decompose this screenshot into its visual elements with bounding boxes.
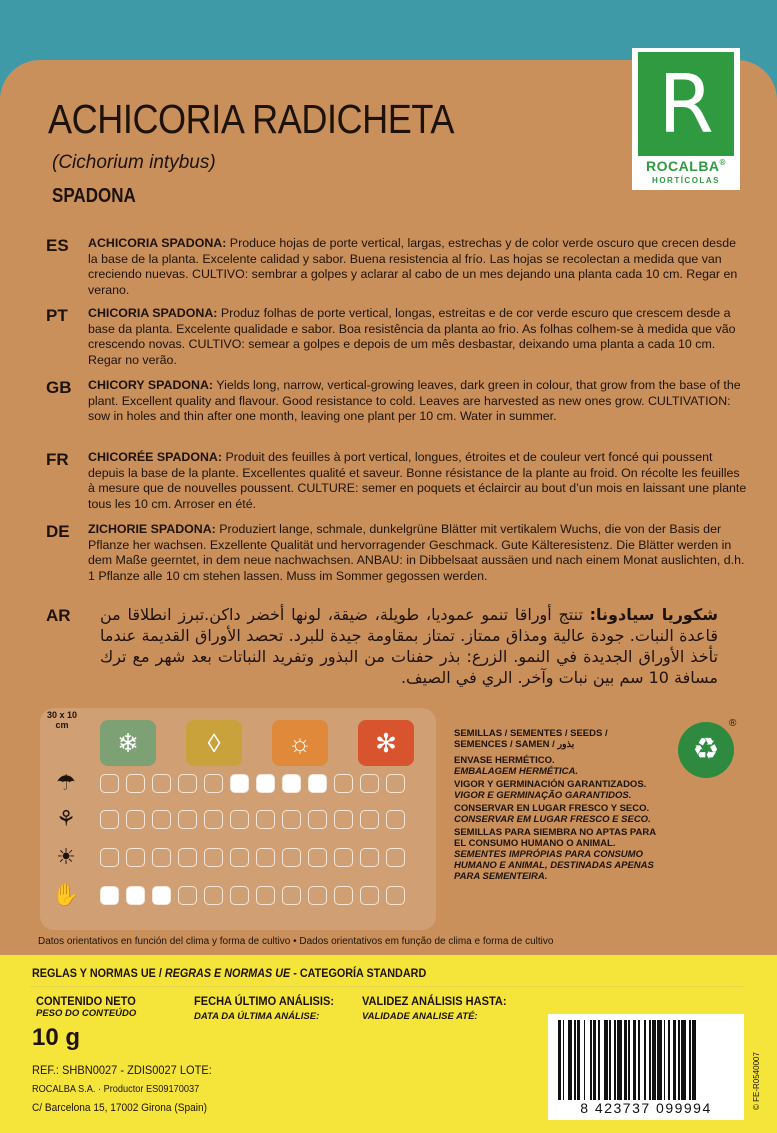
net-content-label: CONTENIDO NETO (36, 994, 136, 1008)
seeds-header (454, 729, 608, 750)
description-gb: CHICORY SPADONA: Yields long, narrow, vertical-growing leaves, dark green in colour, that grow from the base of the plant. Excellent quality and flavour. Good resistance to cold. Leaves are harvested as new ones grow. CULTIVATION: sow in holes and thin after one month, leaving one plant per 10 cm. Water in summer. (88, 378, 741, 423)
calendar-cell (204, 810, 223, 829)
barcode-bar (644, 1020, 646, 1100)
calendar-cell (334, 810, 353, 829)
seeds-item: CONSERVAR EN LUGAR FRESCO Y SECO. CONSERVAR EM LUGAR FRESCO E SECO. (454, 803, 651, 825)
plant-spacing: 30 x 10 cm (46, 710, 78, 730)
calendar-cell (360, 886, 379, 905)
reference-lot: REF.: SHBN0027 - ZDIS0027 LOTE: (32, 1063, 212, 1077)
green-dot-recycling-icon: ♻ (678, 722, 734, 778)
barcode-bar (598, 1020, 600, 1100)
seeds-item: VIGOR Y GERMINACIÓN GARANTIZADOS. VIGOR E GERMINAÇÃO GARANTIDOS. (454, 779, 647, 801)
net-content-label-pt: PESO DO CONTEÚDO (36, 1008, 137, 1019)
registered-mark: ® (729, 718, 737, 729)
seeds-item: ENVASE HERMÉTICO. EMBALAGEM HERMÉTICA. (454, 755, 579, 777)
calendar-cell (308, 848, 327, 867)
calendar-cell (126, 848, 145, 867)
calendar-cell (100, 810, 119, 829)
calendar-cell (204, 774, 223, 793)
calendar-cell (386, 886, 405, 905)
barcode-bar (574, 1020, 576, 1100)
calendar-cell (100, 848, 119, 867)
calendar-cell (282, 810, 301, 829)
calendar-cell (308, 774, 327, 793)
seeds-item: SEMILLAS PARA SIEMBRA NO APTAS PARA EL CONSUMO HUMANO O ANIMAL. SEMENTES IMPRÓPIAS PARA CONSUMO HUMANO E ANIMAL, DESTINADAS APENAS PARA SEMENTEIRA. (454, 827, 656, 882)
calendar-cell (360, 774, 379, 793)
calendar-cell (386, 848, 405, 867)
producer: ROCALBA S.A. · Productor ES09170037 (32, 1084, 200, 1095)
calendar-cell (204, 886, 223, 905)
barcode-bar (563, 1020, 565, 1100)
seeds-header-line1: SEMILLAS / SEMENTES / SEEDS / (454, 728, 608, 739)
vertical-code: © FE-R0540007 (752, 1052, 761, 1110)
calendar-cell (152, 774, 171, 793)
barcode-bar (568, 1020, 573, 1100)
calendar-cell (386, 774, 405, 793)
description-es: ACHICORIA SPADONA: Produce hojas de porte vertical, largas, estrechas y de color verde oscuro que crecen desde la base de la planta. Excelente calidad y sabor. Buena resistencia al frío. Las hojas se recolectan a medida que van creciendo nuevas. CULTIVO: sembrar a golpes y aclarar al cabo de un mes dejando una planta cada 10 cm. Regar en verano. (88, 236, 738, 297)
lang-code-pt: PT (46, 306, 68, 325)
product-title: ACHICORIA RADICHETA (48, 96, 454, 142)
calendar-cell (152, 810, 171, 829)
barcode-bar (584, 1020, 586, 1100)
calendar-cell (126, 886, 145, 905)
calendar-cell (334, 774, 353, 793)
barcode-bar (689, 1020, 691, 1100)
calendar-cell (360, 810, 379, 829)
barcode-bar (664, 1020, 666, 1100)
footer-divider (30, 986, 744, 987)
calendar-cell (282, 848, 301, 867)
validity-label: VALIDEZ ANÁLISIS HASTA: (362, 994, 507, 1008)
barcode-bar (590, 1020, 592, 1100)
calendar-cell (230, 886, 249, 905)
calendar-cell (334, 848, 353, 867)
sun-icon: ☼ (272, 720, 328, 766)
calendar-cell (282, 886, 301, 905)
calendar-cell (230, 774, 249, 793)
calendar-cell (256, 886, 275, 905)
barcode-bar (558, 1020, 561, 1100)
calendar-cell (386, 810, 405, 829)
calendar-cell (126, 774, 145, 793)
lang-code-fr: FR (46, 450, 69, 469)
calendar-cell (178, 774, 197, 793)
calendar-cell (178, 848, 197, 867)
last-analysis-label: FECHA ÚLTIMO ANÁLISIS: (194, 994, 335, 1008)
direct-sowing-icon: ☀ (56, 844, 76, 869)
address: C/ Barcelona 15, 17002 Girona (Spain) (32, 1102, 207, 1114)
barcode-bar (633, 1020, 636, 1100)
calendar-cell (256, 848, 275, 867)
barcode-digits: 8 423737 099994 (580, 1100, 712, 1116)
lang-code-es: ES (46, 236, 69, 255)
calendar-cell (334, 886, 353, 905)
description-ar: شكوريا سيادونا: تنتج أوراقا تنمو عموديا، طويلة، ضيقة، لونها أخضر داكن.تبرز انطلاقا من قاعدة النبات. جودة عالية ومذاق ممتاز. تمتاز بمقاومة جيدة للبرد. تحصد الأوراق القديمة عندما تأخذ الأوراق الجديدة في النمو. الزرع: بذر حفنات من البذور وتفريد النباتات بعد شهر مع ترك مسافة 10 سم بين نبات وآخر. الري في الصيف. (100, 605, 719, 687)
calendar-cell (282, 774, 301, 793)
barcode-bar (628, 1020, 630, 1100)
barcode-bar (604, 1020, 607, 1100)
description-pt: CHICORIA SPADONA: Produz folhas de porte vertical, longas, estreitas e de cor verde escuro que crescem desde a base da planta. Excelente qualidade e sabor. Boa resistência da planta ao frio. As folhas colhem-se à medida que vão crescendo novas. CULTIVO: semear a golpes e depois de um mês desbastar, deixando uma planta a cada 10 cm. Regar no verão. (88, 306, 736, 367)
barcode-bar (678, 1020, 680, 1100)
calendar-cell (178, 810, 197, 829)
barcode-bar (668, 1020, 670, 1100)
barcode-bar (692, 1020, 695, 1100)
latin-name: (Cichorium intybus) (52, 152, 216, 173)
calendar-cell (126, 810, 145, 829)
logo-subtitle: HORTÍCOLAS (652, 176, 720, 185)
net-weight: 10 g (32, 1024, 81, 1051)
sowing-in-seedbed-icon: ☂ (56, 770, 76, 795)
calendar-cell (178, 886, 197, 905)
calendar-cell (100, 774, 119, 793)
lang-code-de: DE (46, 522, 70, 541)
logo-green-box (638, 52, 734, 156)
calendar-cell (152, 886, 171, 905)
seeds-info-list (454, 755, 664, 884)
description-de: ZICHORIE SPADONA: Produziert lange, schmale, dunkelgrüne Blätter mit vertikalem Wuchs, die von der Basis der Pflanze her wachsen. Exzellente Qualität und hervorragender Geschmack. Gute Kälteresistenz. Die Blätter werden in dem Maße geerntet, in dem neue nachwachsen. ANBAU: in Dibbelsaat aussäen und nach einem Monat auslichten, d.h. 1 Pflanze alle 10 cm stehen lassen. Muss im Sommer gegossen werden. (88, 522, 745, 583)
logo-letter: R (658, 58, 714, 151)
validity-label-pt: VALIDADE ANALISE ATÉ: (362, 1011, 478, 1022)
barcode-bar (577, 1020, 580, 1100)
winter-icon: ❄ (100, 720, 156, 766)
eu-rules: REGLAS Y NORMAS UE / REGRAS E NORMAS UE - CATEGORÍA STANDARD (32, 966, 427, 980)
last-analysis-label-pt: DATA DA ÚLTIMA ANÁLISE: (194, 1011, 320, 1022)
barcode-bars (558, 1020, 734, 1100)
barcode-bar (617, 1020, 622, 1100)
calendar-cell (308, 810, 327, 829)
leaf-icon: ◊ (186, 720, 242, 766)
barcode-bar (681, 1020, 686, 1100)
barcode-bar (638, 1020, 640, 1100)
calendar-cell (230, 848, 249, 867)
calendar-cell (308, 886, 327, 905)
harvest-icon: ✋ (52, 882, 80, 907)
calendar-cell (204, 848, 223, 867)
barcode-bar (614, 1020, 616, 1100)
logo-brand: ROCALBA® (646, 158, 726, 174)
lang-code-gb: GB (46, 378, 72, 397)
barcode-bar (649, 1020, 651, 1100)
transplant-icon: ⚘ (56, 806, 76, 831)
barcode-bar (652, 1020, 655, 1100)
variety-name: SPADONA (52, 185, 136, 207)
calendar-cell (152, 848, 171, 867)
barcode-bar (624, 1020, 627, 1100)
barcode-bar (593, 1020, 596, 1100)
calendar-cell (230, 810, 249, 829)
barcode-bar (657, 1020, 662, 1100)
rocalba-logo (632, 48, 740, 190)
calendar-cell (100, 886, 119, 905)
maple-leaf-icon: ✻ (358, 720, 414, 766)
barcode-bar (609, 1020, 611, 1100)
calendar-footnote: Datos orientativos en función del clima y forma de cultivo • Dados orientativos em função de clima e forma de cultivo (38, 936, 554, 947)
description-fr: CHICORÉE SPADONA: Produit des feuilles à port vertical, longues, étroites et de couleur vert foncé qui poussent depuis la base de la plante. Excellentes qualité et saveur. Bonne résistance de la plante au froid. On récolte les feuilles à mesure que de nouvelles poussent. CULTURE: semer en poquets et éclaircir au bout d’un mois en laissant une plante tous les 10 cm. Arroser en été. (88, 450, 747, 511)
lang-code-ar: AR (46, 606, 71, 625)
seeds-header-line2: SEMENCES / SAMEN / بذور (454, 738, 575, 750)
calendar-cell (256, 810, 275, 829)
calendar-cell (360, 848, 379, 867)
barcode (548, 1014, 744, 1120)
barcode-bar (673, 1020, 676, 1100)
calendar-cell (256, 774, 275, 793)
